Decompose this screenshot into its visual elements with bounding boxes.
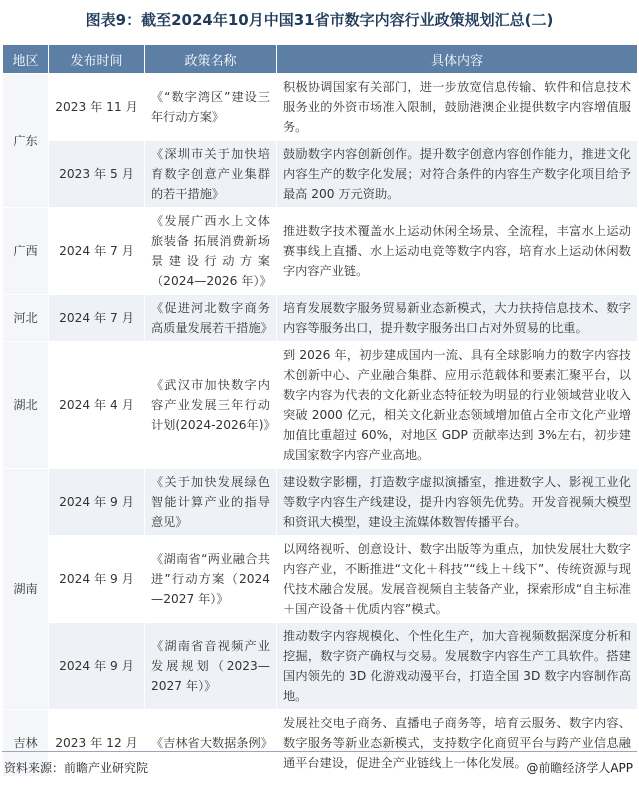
cell-region: 湖南: [3, 469, 49, 710]
policy-table-container: [2, 44, 637, 777]
cell-region: 吉林: [3, 710, 49, 777]
header-policy: 政策名称: [145, 45, 277, 74]
cell-region: 河北: [3, 295, 49, 342]
footer: [0, 759, 639, 779]
cell-region: 湖北: [3, 342, 49, 469]
table-row: [3, 141, 638, 208]
table-row: [3, 623, 638, 710]
table-header-row: [3, 45, 638, 74]
policy-table: [2, 44, 638, 777]
table-row: [3, 536, 638, 623]
cell-region: 广东: [3, 74, 49, 208]
table-row: [3, 74, 638, 141]
cell-date: 2023 年 12 月: [49, 710, 145, 777]
footer-divider: [2, 751, 637, 752]
cell-content: 培育发展数字服务贸易新业态新模式，大力扶持信息技术、数字内容等服务出口，提升数字服务出口占对外贸易的比重。: [277, 295, 638, 342]
cell-policy: 《吉林省大数据条例》: [145, 710, 277, 777]
cell-policy: 《深圳市关于加快培育数字创意产业集群的若干措施》: [145, 141, 277, 208]
table-row: [3, 469, 638, 536]
cell-content: 到 2026 年，初步建成国内一流、具有全球影响力的数字内容技术创新中心、产业融合集群、应用示范载体和要素汇聚平台，以数字内容为代表的文化新业态特征较为明显的行业领域营业收入突破 2000 亿元，相关文化新业态领域增加值占全市文化产业增加值比重超过 60%，对地区 GDP 贡献率达到 3%左右，初步建成国家数字内容产业高地。: [277, 342, 638, 469]
cell-date: 2024 年 7 月: [49, 208, 145, 295]
header-content: 具体内容: [277, 45, 638, 74]
table-row: [3, 208, 638, 295]
cell-date: 2024 年 7 月: [49, 295, 145, 342]
cell-policy: 《湖南省“两业融合共进”行动方案（2024—2027 年）》: [145, 536, 277, 623]
cell-date: 2024 年 9 月: [49, 536, 145, 623]
cell-content: 积极协调国家有关部门，进一步放宽信息传输、软件和信息技术服务业的外资市场准入限制，鼓励港澳企业提供数字内容增值服务。: [277, 74, 638, 141]
cell-content: 以网络视听、创意设计、数字出版等为重点，加快发展壮大数字内容产业，不断推进“文化＋科技”“线上＋线下”、传统资源与现代技术融合发展。发展音视频自主装备产业，探索形成“自主标准＋国产设备＋优质内容”模式。: [277, 536, 638, 623]
table-row: [3, 295, 638, 342]
cell-policy: 《发展广西水上文体旅装备 拓展消费新场景建设行动方案（2024—2026 年）》: [145, 208, 277, 295]
cell-content: 推动数字内容规模化、个性化生产，加大音视频数据深度分析和挖掘，数字资产确权与交易。发展数字内容生产工具软件。搭建国内领先的 3D 化游戏动漫平台，打造全国 3D 数字内容制作高地。: [277, 623, 638, 710]
cell-policy: 《湖南省音视频产业发展规划（2023—2027 年）》: [145, 623, 277, 710]
header-date: 发布时间: [49, 45, 145, 74]
cell-policy: 《武汉市加快数字内容产业发展三年行动计划(2024-2026年)》: [145, 342, 277, 469]
cell-content: 建设数字影棚，打造数字虚拟演播室，推进数字人、影视工业化等数字内容生产线建设，提升内容领先优势。开发音视频大模型和资讯大模型，建设主流媒体数智传播平台。: [277, 469, 638, 536]
table-row: [3, 342, 638, 469]
cell-content: 鼓励数字内容创新创作。提升数字创意内容创作能力，推进文化内容生产的数字化发展；对符合条件的内容生产数字化项目给予最高 200 万元资助。: [277, 141, 638, 208]
source-note: 资料来源：前瞻产业研究院: [4, 761, 149, 775]
cell-date: 2023 年 11 月: [49, 74, 145, 141]
cell-date: 2023 年 5 月: [49, 141, 145, 208]
page-title: 图表9：截至2024年10月中国31省市数字内容行业政策规划汇总(二): [85, 11, 554, 29]
cell-policy: 《促进河北数字商务高质量发展若干措施》: [145, 295, 277, 342]
cell-content: 发展社交电子商务、直播电子商务等，培育云服务、数字内容、数字服务等新业态新模式，支持数字化商贸平台与跨产业信息融通平台建设，促进全产业链线上一体化发展。: [277, 710, 638, 777]
table-body: [3, 74, 638, 777]
cell-policy: 《“数字湾区”建设三年行动方案》: [145, 74, 277, 141]
cell-content: 推进数字技术覆盖水上运动休闲全场景、全流程，丰富水上运动赛事线上直播、水上运动电竞等数字内容，培育水上运动休闲数字内容产业链。: [277, 208, 638, 295]
cell-region: 广西: [3, 208, 49, 295]
brand-credit: @前瞻经济学人APP: [526, 761, 633, 775]
cell-date: 2024 年 9 月: [49, 469, 145, 536]
cell-date: 2024 年 9 月: [49, 623, 145, 710]
cell-date: 2024 年 4 月: [49, 342, 145, 469]
header-region: 地区: [3, 45, 49, 74]
cell-policy: 《关于加快发展绿色智能计算产业的指导意见》: [145, 469, 277, 536]
